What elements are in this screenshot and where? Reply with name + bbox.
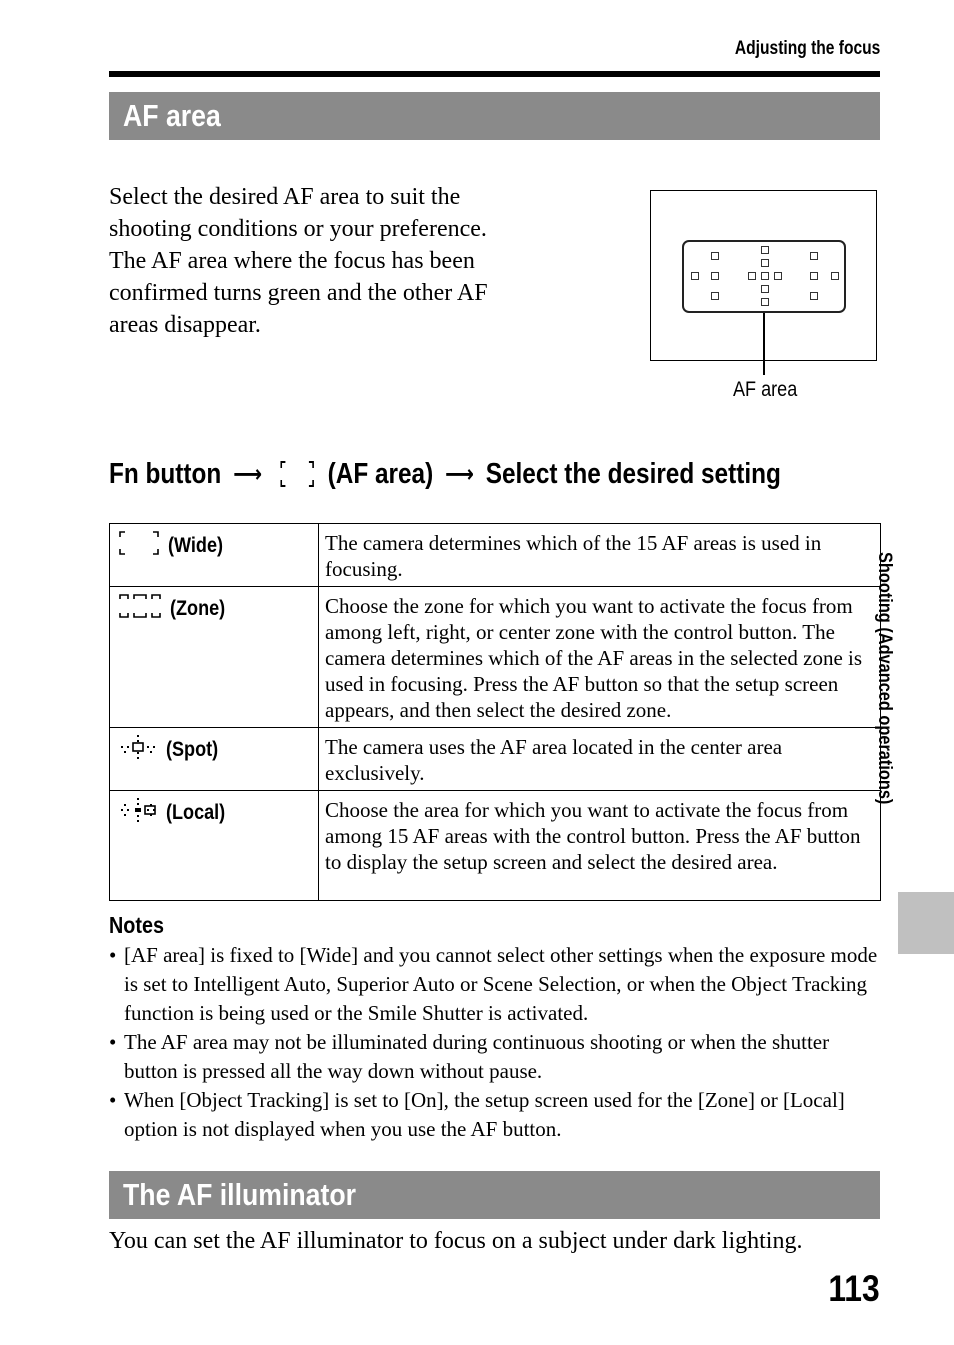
option-label: (Wide): [168, 533, 224, 557]
spot-icon: [118, 734, 158, 765]
list-item: [109, 941, 881, 1028]
chapter-side-label: Shooting (Advanced operations): [874, 552, 895, 805]
af-illuminator-paragraph: You can set the AF illuminator to focus on a subject under dark lighting.: [109, 1228, 803, 1254]
fn-button-text: Fn button: [109, 457, 222, 490]
bullet: •: [109, 943, 117, 967]
af-area-settings-table: [109, 523, 881, 901]
figure-label: AF area: [733, 378, 798, 401]
notes-heading: Notes: [109, 912, 164, 938]
af-point: [711, 272, 719, 280]
af-area-frame: [682, 240, 846, 313]
description-cell: The camera determines which of the 15 AF areas is used in focusing.: [319, 524, 881, 587]
af-point: [711, 292, 719, 300]
wide-bracket-icon: [281, 461, 315, 487]
section-title: The AF illuminator: [123, 1177, 357, 1212]
af-point: [810, 272, 818, 280]
list-item: [109, 1028, 881, 1086]
table-row: [110, 587, 881, 728]
select-setting-text: Select the desired setting: [485, 457, 781, 490]
af-point: [761, 246, 769, 254]
leader-line: [763, 313, 765, 375]
bullet: •: [109, 1088, 117, 1112]
menu-path: [109, 457, 781, 497]
description-cell: The camera uses the AF area located in the center area exclusively.: [319, 728, 881, 791]
note-text: [AF area] is fixed to [Wide] and you cannot select other settings when the exposure mode is set to Intelligent Auto, Superior Auto or Scene Selection, or when the Object Tracking function is being used or the Smile Shutter is activated.: [124, 943, 878, 1025]
af-point: [761, 259, 769, 267]
option-label: (Spot): [166, 737, 219, 761]
af-point: [691, 272, 699, 280]
af-point: [831, 272, 839, 280]
option-cell: [110, 791, 319, 901]
af-point: [774, 272, 782, 280]
af-point: [810, 252, 818, 260]
af-point: [810, 292, 818, 300]
af-point: [761, 272, 769, 280]
section-heading-af-illuminator: [109, 1171, 880, 1219]
option-label: (Local): [166, 800, 226, 824]
description-cell: Choose the area for which you want to activate the focus from among 15 AF areas with the control button. Press the AF button to display the setup screen and select the desired area.: [319, 791, 881, 901]
local-icon: [118, 797, 158, 828]
af-point: [748, 272, 756, 280]
page-number: 113: [828, 1268, 880, 1309]
zone-icon: [118, 593, 162, 624]
notes-list: [109, 941, 881, 1144]
af-point: [761, 298, 769, 306]
af-point: [711, 252, 719, 260]
option-cell: [110, 728, 319, 791]
table-row: [110, 791, 881, 901]
option-label: (Zone): [170, 596, 226, 620]
table-row: [110, 728, 881, 791]
option-cell: [110, 587, 319, 728]
wide-bracket-icon: [118, 530, 160, 561]
description-cell: Choose the zone for which you want to activate the focus from among left, right, or center zone with the control button. The camera determines which of the AF areas in the selected zone is used in focusing. Press the AF button so that the setup screen appears, and then select the desired zone.: [319, 587, 881, 728]
table-row: [110, 524, 881, 587]
note-text: The AF area may not be illuminated during continuous shooting or when the shutter button is pressed all the way down without pause.: [124, 1030, 830, 1083]
note-text: When [Object Tracking] is set to [On], the setup screen used for the [Zone] or [Local] option is not displayed when you use the AF button.: [124, 1088, 845, 1141]
top-rule: [109, 71, 880, 77]
bullet: •: [109, 1030, 117, 1054]
intro-paragraph: Select the desired AF area to suit the shooting conditions or your preference. The AF area where the focus has been confirmed turns green and the other AF areas disappear.: [109, 184, 488, 338]
section-heading-af-area: [109, 92, 880, 140]
list-item: [109, 1086, 881, 1144]
chapter-tab-marker: [898, 892, 954, 954]
option-cell: [110, 524, 319, 587]
af-area-text: (AF area): [327, 457, 434, 490]
running-header: Adjusting the focus: [734, 38, 880, 59]
arrow-icon: ⟶: [445, 460, 474, 489]
arrow-icon: ⟶: [233, 460, 262, 489]
af-point: [761, 285, 769, 293]
section-title: AF area: [123, 98, 221, 133]
